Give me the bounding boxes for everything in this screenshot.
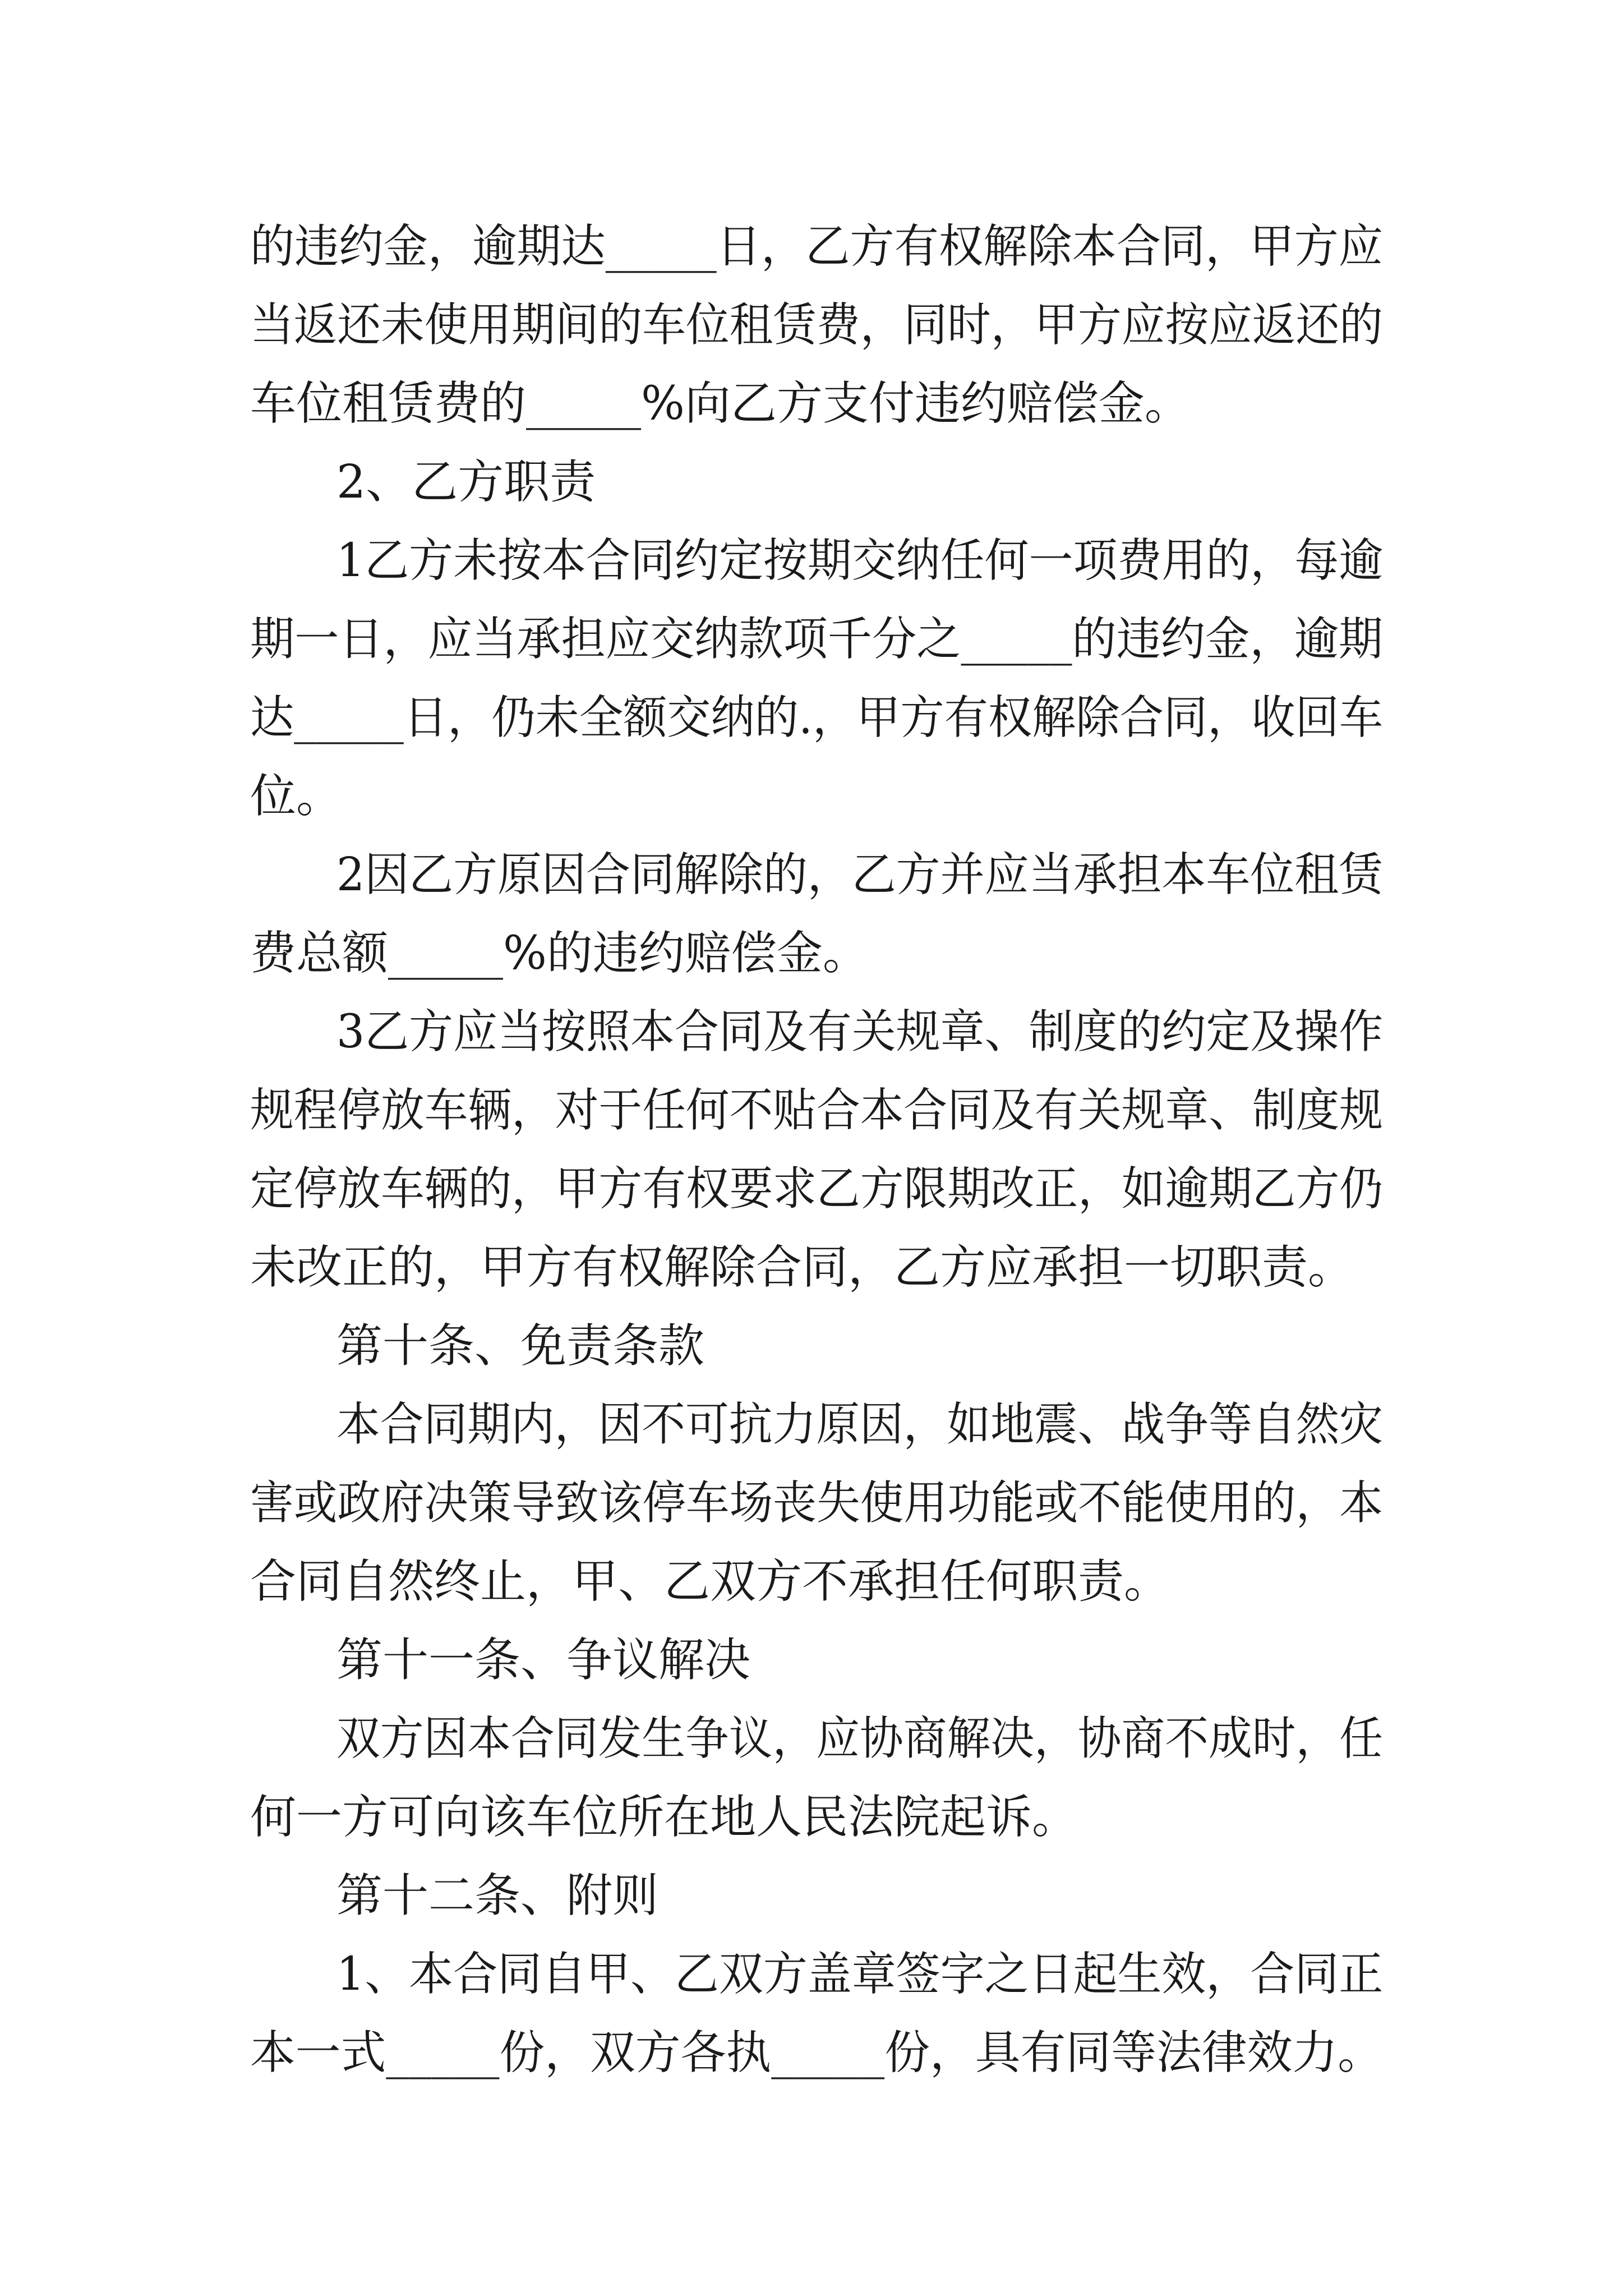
line-text: 达_____日，仍未全额交纳的.，甲方有权解除合同，收回车	[250, 691, 1384, 744]
line-text: 定停放车辆的，甲方有权要求乙方限期改正，如逾期乙方仍	[250, 1162, 1384, 1216]
line-text: 2因乙方原因合同解除的，乙方并应当承担本车位租赁	[336, 848, 1384, 901]
line-text: 当返还未使用期间的车位租赁费，同时，甲方应按应返还的	[250, 298, 1384, 352]
section-heading: 2、乙方职责	[336, 455, 596, 509]
line-text: 的违约金，逾期达_____日，乙方有权解除本合同，甲方应	[250, 220, 1384, 273]
line-text: 车位租赁费的_____%向乙方支付违约赔偿金。	[250, 377, 1191, 430]
text-line	[0, 1543, 1623, 1621]
text-line	[0, 365, 1623, 443]
line-text: 何一方可向该车位所在地人民法院起诉。	[250, 1791, 1078, 1844]
line-text: 本一式_____份，双方各执_____份，具有同等法律效力。	[250, 2026, 1384, 2079]
text-line	[0, 1621, 1623, 1700]
text-line	[0, 836, 1623, 914]
text-line	[0, 757, 1623, 836]
line-text: 位。	[250, 770, 343, 823]
text-line	[0, 1778, 1623, 1857]
line-text: 本合同期内，因不可抗力原因，如地震、战争等自然灾	[336, 1398, 1384, 1451]
line-text: 1、本合同自甲、乙双方盖章签字之日起生效，合同正	[336, 1948, 1384, 2001]
text-line	[0, 208, 1623, 286]
text-line	[0, 679, 1623, 757]
text-line	[0, 443, 1623, 522]
text-line	[0, 1071, 1623, 1150]
line-text: 费总额_____%的违约赔偿金。	[250, 927, 869, 980]
text-line	[0, 914, 1623, 993]
text-line	[0, 1150, 1623, 1228]
line-text: 害或政府决策导致该停车场丧失使用功能或不能使用的，本	[250, 1476, 1384, 1530]
line-text: 未改正的，甲方有权解除合同，乙方应承担一切职责。	[250, 1241, 1354, 1294]
text-line	[0, 1857, 1623, 1935]
text-line	[0, 1386, 1623, 1464]
line-text: 规程停放车辆，对于任何不贴合本合同及有关规章、制度规	[250, 1084, 1384, 1137]
line-text: 1乙方未按本合同约定按期交纳任何一项费用的，每逾	[336, 534, 1384, 587]
section-heading: 第十二条、附则	[336, 1869, 659, 1922]
line-text: 3乙方应当按照本合同及有关规章、制度的约定及操作	[336, 1005, 1384, 1059]
line-text: 期一日，应当承担应交纳款项千分之_____的违约金，逾期	[250, 613, 1384, 666]
line-text: 合同自然终止，甲、乙双方不承担任何职责。	[250, 1555, 1170, 1608]
text-line	[0, 522, 1623, 600]
text-line	[0, 1935, 1623, 2014]
text-line	[0, 1700, 1623, 1778]
text-line	[0, 1228, 1623, 1307]
section-heading: 第十条、免责条款	[336, 1319, 705, 1373]
text-line	[0, 2014, 1623, 2092]
text-line	[0, 286, 1623, 365]
text-line	[0, 993, 1623, 1071]
text-line	[0, 600, 1623, 679]
section-heading: 第十一条、争议解决	[336, 1634, 751, 1687]
line-text: 双方因本合同发生争议，应协商解决，协商不成时，任	[336, 1712, 1384, 1765]
text-line	[0, 1307, 1623, 1386]
text-line	[0, 1464, 1623, 1543]
